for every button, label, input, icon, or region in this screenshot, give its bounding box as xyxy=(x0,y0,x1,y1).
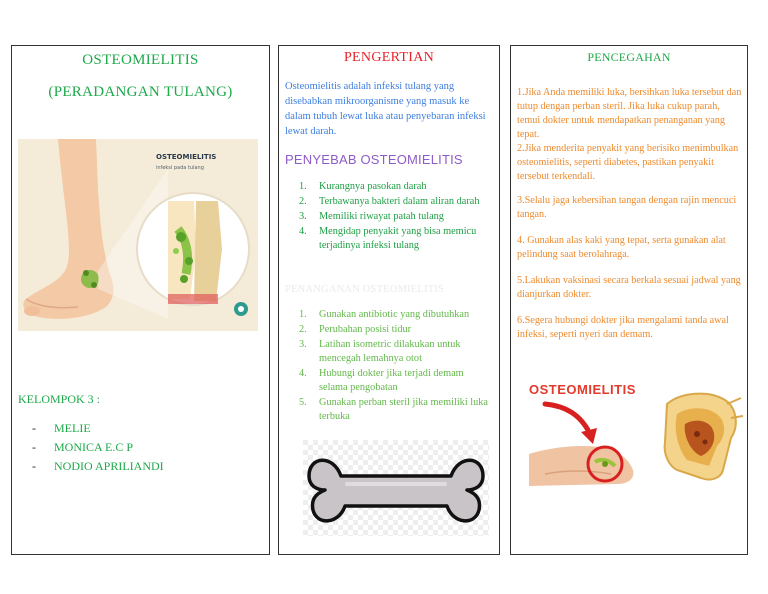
definition-panel xyxy=(278,45,500,555)
group-label: KELOMPOK 3 : xyxy=(18,392,101,406)
list-item: 5. Gunakan perban steril jika memiliki luka terbuka xyxy=(299,397,488,422)
causes-title: PENYEBAB OSTEOMIELITIS xyxy=(285,152,463,167)
prevention-item-6: 6.Segera hubungi dokter jika mengalami tanda awal infeksi, seperti nyeri dan demam. xyxy=(517,315,729,340)
list-item: - MONICA E.C P xyxy=(32,440,134,454)
member-name: NODIO APRILIANDI xyxy=(54,459,164,473)
treatment-title: PENANGANAN OSTEOMIELITIS xyxy=(285,284,445,295)
title-line-2: (PERADANGAN TULANG) xyxy=(48,84,233,100)
member-name: MELIE xyxy=(54,421,91,435)
cover-panel xyxy=(11,45,270,555)
list-item: 4. Mengidap penyakit yang bisa memicu terjadinya infeksi tulang xyxy=(299,226,477,251)
member-list xyxy=(32,419,164,476)
prevention-title: PENCEGAHAN xyxy=(587,50,671,64)
prevention-item-5: 5.Lakukan vaksinasi secara berkala sesuai jadwal yang dianjurkan dokter. xyxy=(517,275,741,300)
list-item: - MELIE xyxy=(32,421,91,435)
osteomyelitis-image-label: OSTEOMIELITIS xyxy=(529,382,636,397)
list-item: - NODIO APRILIANDI xyxy=(32,459,164,473)
list-item: 1. Gunakan antibiotic yang dibutuhkan xyxy=(299,309,470,320)
definition-text: Osteomielitis adalah infeksi tulang yang disebabkan mikroorganisme yang masuk ke dalam tubuh lewat luka atau penyebaran infeksi lewat darah. xyxy=(285,81,486,137)
illustration-heading: OSTEOMIELITIS xyxy=(156,153,217,161)
prevention-item-1: 1.Jika Anda memiliki luka, bersihkan luka tersebut dan tutup dengan perban steril. Jika luka cukup parah, temui dokter untuk mendapatkan penanganan yang tepat. 2.Jika menderita penyakit yang berisiko menimbulkan osteomielitis, seperti diabetes, pastikan penyakit tersebut terkendali. xyxy=(517,87,742,182)
prevention-item-4: 4. Gunakan alas kaki yang tepat, serta gunakan alat pelindung saat berolahraga. xyxy=(517,235,726,260)
bone-illustration xyxy=(303,440,489,536)
list-item: 3. Memiliki riwayat patah tulang xyxy=(299,211,444,222)
list-item: 1. Kurangnya pasokan darah xyxy=(299,181,427,192)
list-item: 4. Hubungi dokter jika terjadi demam selama pengobatan xyxy=(299,368,464,393)
title-line-1: OSTEOMIELITIS xyxy=(82,52,199,68)
causes-list xyxy=(297,180,493,254)
definition-title: PENGERTIAN xyxy=(343,50,435,65)
treatment-list xyxy=(297,308,493,425)
prevention-item-3: 3.Selalu jaga kebersihan tangan dengan rajin mencuci tangan. xyxy=(517,195,737,220)
list-item: 2. Terbawanya bakteri dalam aliran darah xyxy=(299,196,480,207)
list-item: 3. Latihan isometric dilakukan untuk mencegah lemahnya otot xyxy=(299,339,461,364)
list-item: 2. Perubahan posisi tidur xyxy=(299,324,412,335)
member-name: MONICA E.C P xyxy=(54,440,134,454)
prevention-panel xyxy=(510,45,748,555)
illustration-subheading: infeksi pada tulang xyxy=(156,165,204,171)
foot-bone-illustration xyxy=(18,139,258,331)
